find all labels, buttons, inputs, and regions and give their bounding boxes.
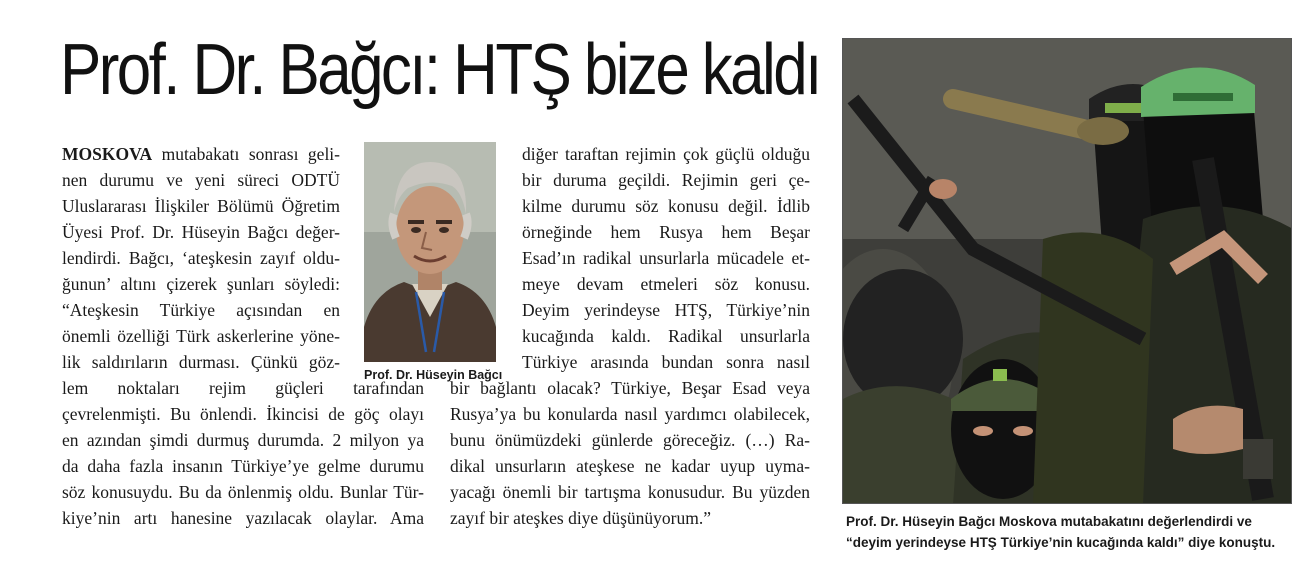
photo-caption-line: “deyim yerindeyse HTŞ Türkiye’nin kucağında kaldı” diye konuştu. bbox=[846, 535, 1276, 550]
body-line: nen durumu ve yeni süreci ODTÜ bbox=[62, 170, 340, 190]
body-line: lem noktaları rejim güçleri tarafından bbox=[62, 378, 424, 398]
body-line: Esad’ın radikal unsurlarla mücadele et- bbox=[522, 248, 810, 268]
body-line: Rusya’ya bu konularda nasıl yardımcı olabilecek, bbox=[450, 404, 810, 424]
body-line: Üyesi Prof. Dr. Hüseyin Bağcı değer- bbox=[62, 222, 340, 242]
body-line: dikal unsurların ateşkese ne kadar uyup uyma- bbox=[450, 456, 810, 476]
body-line: söz konusuydu. Bu da önlenmiş oldu. Bunlar Tür- bbox=[62, 482, 424, 502]
headline: Prof. Dr. Bağcı: HTŞ bize kaldı bbox=[60, 30, 820, 110]
dateline: MOSKOVA bbox=[62, 144, 153, 164]
body-line: da daha fazla insanın Türkiye’ye gelme durumu bbox=[62, 456, 424, 476]
body-line: diğer taraftan rejimin çok güçlü olduğu bbox=[522, 144, 810, 164]
body-line: örneğinde hem Rusya hem Beşar bbox=[522, 222, 810, 242]
body-line: zayıf bir ateşkes diye düşünüyorum.” bbox=[450, 508, 711, 528]
body-line: Deyim yerindeyse HTŞ, Türkiye’nin bbox=[522, 300, 810, 320]
body-line: kilme durumu söz konusu değil. İdlib bbox=[522, 196, 810, 216]
body-line bbox=[62, 141, 340, 167]
body-line: en azından şimdi durmuş durumda. 2 milyon ya bbox=[62, 430, 424, 450]
body-text: mutabakatı sonrası geli- bbox=[161, 144, 340, 164]
portrait-caption: Prof. Dr. Hüseyin Bağcı bbox=[364, 368, 503, 382]
body-line: önemli özelliği Türk askerlerine yöne- bbox=[62, 326, 340, 346]
body-line: kiye’nin artı hanesine yazılacak olaylar. Ama bbox=[62, 508, 424, 528]
body-line: yacağı önemli bir tartışma konusudur. Bu yüzden bbox=[450, 482, 810, 502]
portrait-photo bbox=[364, 142, 496, 362]
body-line: meye devam etmeleri söz konusu. bbox=[522, 274, 810, 294]
body-line: çevrelenmişti. Bu önlendi. İkincisi de göç olayı bbox=[62, 404, 424, 424]
body-line: bir duruma geçildi. Rejimin geri çe- bbox=[522, 170, 810, 190]
body-line: kucağında kaldı. Radikal unsurlarla bbox=[522, 326, 810, 346]
body-line: “Ateşkesin Türkiye açısından en bbox=[62, 300, 340, 320]
photo-caption-line: Prof. Dr. Hüseyin Bağcı Moskova mutabakatını değerlendirdi ve bbox=[846, 514, 1252, 529]
body-line: bunu önümüzdeki günlerde göreceğiz. (…) Ra- bbox=[450, 430, 810, 450]
body-line: Türkiye arasında bundan sonra nasıl bbox=[522, 352, 810, 372]
body-line: bir bağlantı olacak? Türkiye, Beşar Esad veya bbox=[450, 378, 810, 398]
body-line: Uluslararası İlişkiler Bölümü Öğretim bbox=[62, 196, 340, 216]
body-line: ğunun’ altını çizerek şunları söyledi: bbox=[62, 274, 340, 294]
militants-photo bbox=[842, 38, 1292, 504]
body-line: lendirdi. Bağcı, ‘ateşkesin zayıf oldu- bbox=[62, 248, 340, 268]
body-line: lik saldırıların durması. Çünkü göz- bbox=[62, 352, 340, 372]
